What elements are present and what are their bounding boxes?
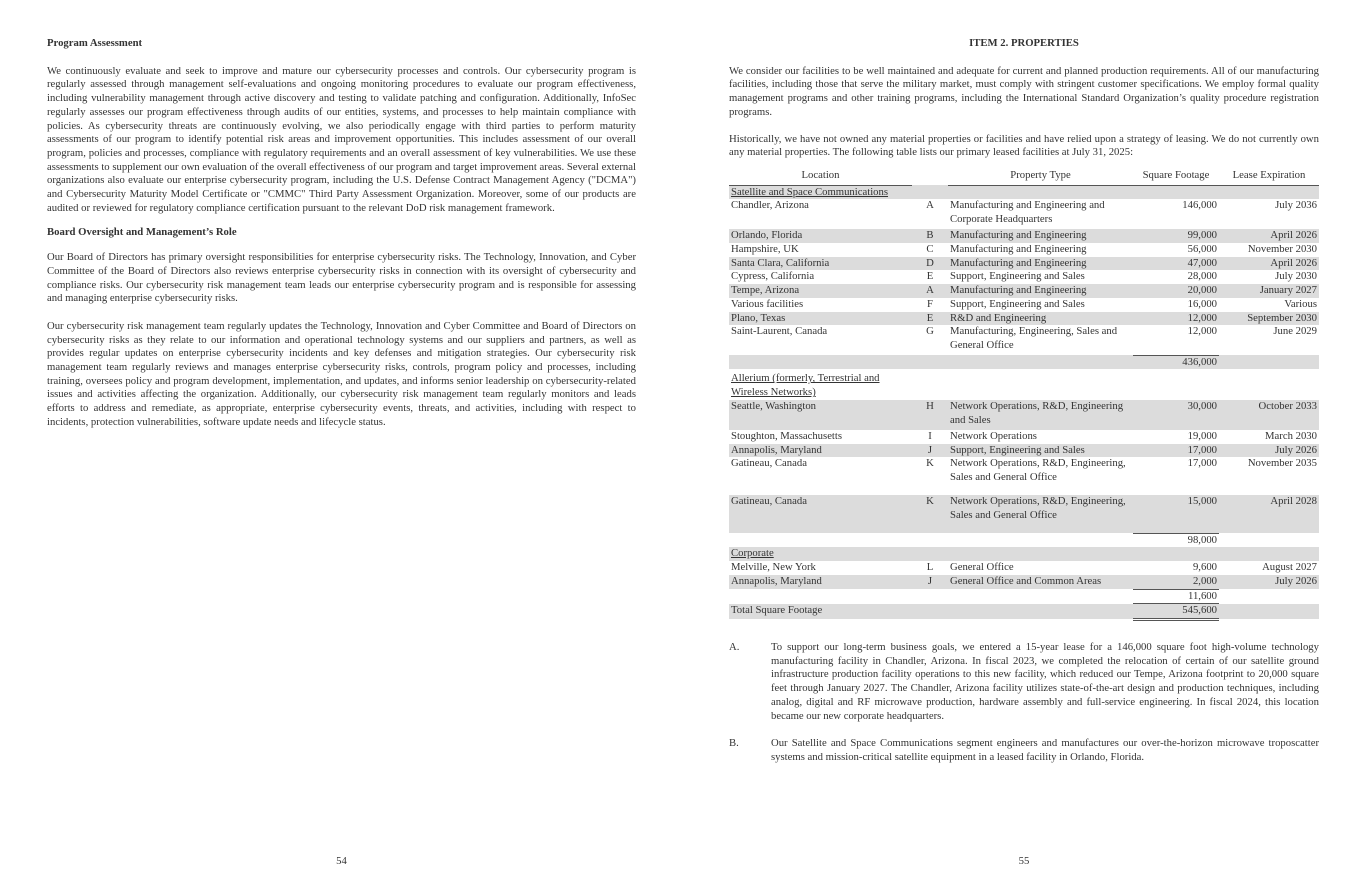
column-header-letter <box>912 169 948 185</box>
page-number: 54 <box>336 855 347 867</box>
page-number: 55 <box>1018 855 1030 867</box>
lease-expiration-cell: Various <box>1284 297 1317 310</box>
property-type-cell: Manufacturing and Engineering <box>950 243 1087 256</box>
location-cell: Hampshire, UK <box>731 243 799 256</box>
program-assessment-heading: Program Assessment <box>47 37 143 49</box>
lease-expiration-cell: October 2033 <box>1219 400 1319 430</box>
property-type-cell: Network Operations, R&D, Engineering, Sales and General Office <box>950 457 1126 483</box>
properties-table <box>729 169 1319 621</box>
location-cell: Orlando, Florida <box>729 229 912 243</box>
table-row <box>729 298 1319 312</box>
table-row <box>729 243 1319 257</box>
square-footage-cell: 12,000 <box>1133 312 1219 326</box>
square-footage-cell: 19,000 <box>1187 429 1217 442</box>
table-row <box>729 561 1319 575</box>
table-row <box>729 312 1319 326</box>
note-letter-cell: L <box>926 561 934 574</box>
property-type-cell: Manufacturing, Engineering, Sales and General Office <box>950 325 1118 351</box>
note-letter-cell: E <box>912 312 948 326</box>
location-cell: Tempe, Arizona <box>729 284 912 298</box>
note-letter-cell: F <box>927 297 933 310</box>
square-footage-cell: 9,600 <box>1192 561 1217 574</box>
table-row <box>729 400 1319 430</box>
footnote-letter: B. <box>729 737 739 750</box>
lease-expiration-cell: September 2030 <box>1219 312 1319 326</box>
note-letter-cell: B <box>912 229 948 243</box>
risk-management-paragraph: Our cybersecurity risk management team regularly updates the Technology, Innovation and Cyber Committee and Board of Directors on cybersecurity risks as they relate to our information and operational technology systems and our suppliers and partners, as well as provides regular updates on enterprise cybersecurity incidents and key defenses and mitigation strategies. Our cybersecurity risk management team regularly reviews and manages enterprise cybersecurity risks, controls, program policy and processes, including training, oversees policy and program development, implementation, and updates, and informs senior leadership on cybersecurity-related issues and activities affecting the organization. Additionally, our cybersecurity risk management team regularly monitors and leads efforts to address and remediate, as appropriate, enterprise cybersecurity events, threats, and activities, including with respect to incidents, protection vulnerabilities, software update needs and lifecycle status. <box>47 319 636 428</box>
lease-expiration-cell: July 2026 <box>1219 444 1319 458</box>
leasing-paragraph: Historically, we have not owned any material properties or facilities and have relied upon a strategy of leasing. We do not currently own any material properties. The following table lists our primary leased facilities at July 31, 2025: <box>729 132 1319 159</box>
square-footage-cell: 20,000 <box>1133 284 1219 298</box>
location-cell: Annapolis, Maryland <box>729 444 912 458</box>
table-row <box>729 495 1319 533</box>
table-row <box>729 229 1319 243</box>
property-type-cell: Network Operations, R&D, Engineering, Sales and General Office <box>948 495 1133 533</box>
page-title: ITEM 2. PROPERTIES <box>969 37 1079 49</box>
note-letter-cell: J <box>912 444 948 458</box>
property-type-cell: R&D and Engineering <box>948 312 1133 326</box>
footnote-text: Our Satellite and Space Communications segment engineers and manufactures our over-the-horizon microwave troposcatter systems and mission-critical satellite equipment in a leased facility in Orlando, Florida. <box>771 737 1319 763</box>
location-cell: Santa Clara, California <box>729 257 912 271</box>
column-header-lease-expiration: Lease Expiration <box>1219 169 1319 185</box>
table-row <box>729 575 1319 589</box>
note-letter-cell: C <box>926 243 934 256</box>
square-footage-cell: 17,000 <box>1133 444 1219 458</box>
lease-expiration-cell: July 2030 <box>1275 270 1317 283</box>
square-footage-cell: 16,000 <box>1187 297 1217 310</box>
table-row <box>729 270 1319 284</box>
table-row <box>729 199 1319 229</box>
lease-expiration-cell: November 2035 <box>1247 457 1317 470</box>
lease-expiration-cell: July 2036 <box>1275 199 1317 212</box>
square-footage-cell: 56,000 <box>1187 243 1217 256</box>
note-letter-cell: A <box>912 284 948 298</box>
lease-expiration-cell: June 2029 <box>1273 325 1317 338</box>
subtotal-row <box>729 589 1319 604</box>
square-footage-cell: 28,000 <box>1187 270 1217 283</box>
segment-name: Satellite and Space Communications <box>731 185 889 198</box>
property-type-cell: Manufacturing and Engineering and Corporate Headquarters <box>950 199 1105 226</box>
note-letter-cell: H <box>912 400 948 430</box>
location-cell: Chandler, Arizona <box>731 199 809 212</box>
property-type-cell: Network Operations <box>950 429 1037 442</box>
board-oversight-heading: Board Oversight and Management’s Role <box>47 226 237 239</box>
column-header-location: Location <box>729 169 912 185</box>
right-page <box>729 0 1319 889</box>
lease-expiration-cell: July 2026 <box>1219 575 1319 589</box>
column-header-property-type: Property Type <box>948 169 1133 185</box>
square-footage-cell: 2,000 <box>1133 575 1219 589</box>
footnote <box>729 641 1319 723</box>
lease-expiration-cell: November 2030 <box>1247 243 1317 256</box>
location-cell: Melville, New York <box>731 561 816 574</box>
location-cell: Gatineau, Canada <box>731 457 807 470</box>
table-header-row <box>729 169 1319 185</box>
location-cell: Gatineau, Canada <box>729 495 912 533</box>
lease-expiration-cell: April 2026 <box>1219 257 1319 271</box>
subtotal-value: 98,000 <box>1133 533 1219 547</box>
table-row <box>729 444 1319 458</box>
table-row <box>729 257 1319 271</box>
facilities-paragraph: We consider our facilities to be well maintained and adequate for current and planned production requirements. All of our manufacturing facilities, including those that serve the military market, must comply with stringent customer specifications. We employ formal quality management programs and other training programs, including the International Standard Organization’s quality procedure registration programs. <box>729 64 1319 118</box>
square-footage-cell: 47,000 <box>1133 257 1219 271</box>
segment-row <box>729 185 1319 199</box>
property-type-cell: Network Operations, R&D, Engineering and Sales <box>948 400 1133 430</box>
footnote-text: To support our long-term business goals, we entered a 15-year lease for a 146,000 square foot high-volume technology manufacturing facility in Chandler, Arizona. In fiscal 2023, we completed the relocation of certain of our satellite ground infrastructure production facility operations to this new facility, which reduced our Tempe, Arizona footprint to 20,000 square feet through January 2027. The Chandler, Arizona facility utilizes state-of-the-art design and production techniques, including analog, digital and RF microwave production, hardware assembly and full-service engineering. In fiscal 2024, this location became our new corporate headquarters. <box>771 640 1319 722</box>
property-type-cell: Support, Engineering and Sales <box>948 444 1133 458</box>
square-footage-cell: 30,000 <box>1133 400 1219 430</box>
square-footage-cell: 146,000 <box>1182 199 1217 212</box>
property-type-cell: Manufacturing and Engineering <box>948 229 1133 243</box>
subtotal-row <box>729 355 1319 369</box>
segment-row <box>729 547 1319 561</box>
table-row <box>729 284 1319 298</box>
note-letter-cell: J <box>912 575 948 589</box>
location-cell: Saint-Laurent, Canada <box>731 325 828 338</box>
program-assessment-paragraph: We continuously evaluate and seek to improve and mature our cybersecurity processes and controls. Our cybersecurity program is regularly assessed through management self-evaluations and ongoing monitoring procedures to evaluate our program effectiveness, including vulnerability management through active discovery and testing to validate patching and configuration. Additionally, InfoSec regularly assesses our program effectiveness through audits of our entities, systems, and processes to help maintain compliance with policies. As cybersecurity threats are continuously evolving, we also periodically engage with third parties to perform maturity assessments of our program to identify potential risk areas and improvement opportunities. This includes assessment of our overall program, policies and processes, compliance with regulatory requirements and an overall assessment of key vulnerabilities. We use these assessments to supplement our own evaluation of the overall effectiveness of our program and target improvement areas. Several external organizations also evaluate our enterprise cybersecurity program, including the U.S. Defense Contract Management Agency ("DCMA") and Cybersecurity Maturity Model Certificate or "CMMC" Third Party Assessment Organization. Moreover, some of our products are audited or reviewed for regulatory compliance certification pursuant to the relevant DoD risk management framework. <box>47 64 636 214</box>
lease-expiration-cell: January 2027 <box>1219 284 1319 298</box>
square-footage-cell: 17,000 <box>1187 457 1217 470</box>
note-letter-cell: K <box>926 457 934 470</box>
location-cell: Annapolis, Maryland <box>729 575 912 589</box>
footnote <box>729 737 1319 764</box>
segment-row <box>729 369 1319 399</box>
location-cell: Plano, Texas <box>729 312 912 326</box>
total-value: 545,600 <box>1133 604 1219 620</box>
subtotal-value: 436,000 <box>1133 355 1219 369</box>
footnotes <box>729 641 1319 765</box>
property-type-cell: General Office and Common Areas <box>948 575 1133 589</box>
note-letter-cell: D <box>912 257 948 271</box>
property-type-cell: Support, Engineering and Sales <box>950 270 1085 283</box>
note-letter-cell: A <box>926 199 934 212</box>
left-page <box>47 0 636 889</box>
square-footage-cell: 15,000 <box>1133 495 1219 533</box>
lease-expiration-cell: April 2026 <box>1219 229 1319 243</box>
note-letter-cell: I <box>928 429 932 442</box>
note-letter-cell: G <box>926 325 934 338</box>
subtotal-row <box>729 533 1319 547</box>
note-letter-cell: E <box>926 270 934 283</box>
square-footage-cell: 12,000 <box>1187 325 1217 338</box>
total-label: Total Square Footage <box>729 604 1133 620</box>
segment-name: Corporate <box>731 547 774 560</box>
location-cell: Stoughton, Massachusetts <box>731 429 843 442</box>
lease-expiration-cell: August 2027 <box>1262 561 1317 574</box>
total-row <box>729 604 1319 620</box>
table-row <box>729 430 1319 444</box>
table-row <box>729 325 1319 355</box>
subtotal-value: 11,600 <box>1133 589 1219 604</box>
column-header-square-footage: Square Footage <box>1133 169 1219 185</box>
note-letter-cell: K <box>912 495 948 533</box>
lease-expiration-cell: March 2030 <box>1265 429 1317 442</box>
lease-expiration-cell: April 2028 <box>1219 495 1319 533</box>
segment-name: Allerium (formerly, Terrestrial and Wireless Networks) <box>731 372 880 399</box>
property-type-cell: Manufacturing and Engineering <box>948 284 1133 298</box>
board-oversight-paragraph: Our Board of Directors has primary oversight responsibilities for enterprise cybersecurity risks. The Technology, Innovation, and Cyber Committee of the Board of Directors also reviews enterprise cybersecurity risks in connection with its oversight of cybersecurity and compliance risks. Our cybersecurity risk management team leads our enterprise cybersecurity program and is responsible for assessing and managing enterprise cybersecurity risks. <box>47 251 636 305</box>
footnote-letter: A. <box>729 640 740 653</box>
property-type-cell: General Office <box>950 561 1014 574</box>
location-cell: Cypress, California <box>731 270 815 283</box>
property-type-cell: Support, Engineering and Sales <box>950 297 1085 310</box>
location-cell: Various facilities <box>731 297 804 310</box>
location-cell: Seattle, Washington <box>729 400 912 430</box>
square-footage-cell: 99,000 <box>1133 229 1219 243</box>
property-type-cell: Manufacturing and Engineering <box>948 257 1133 271</box>
table-row <box>729 457 1319 495</box>
